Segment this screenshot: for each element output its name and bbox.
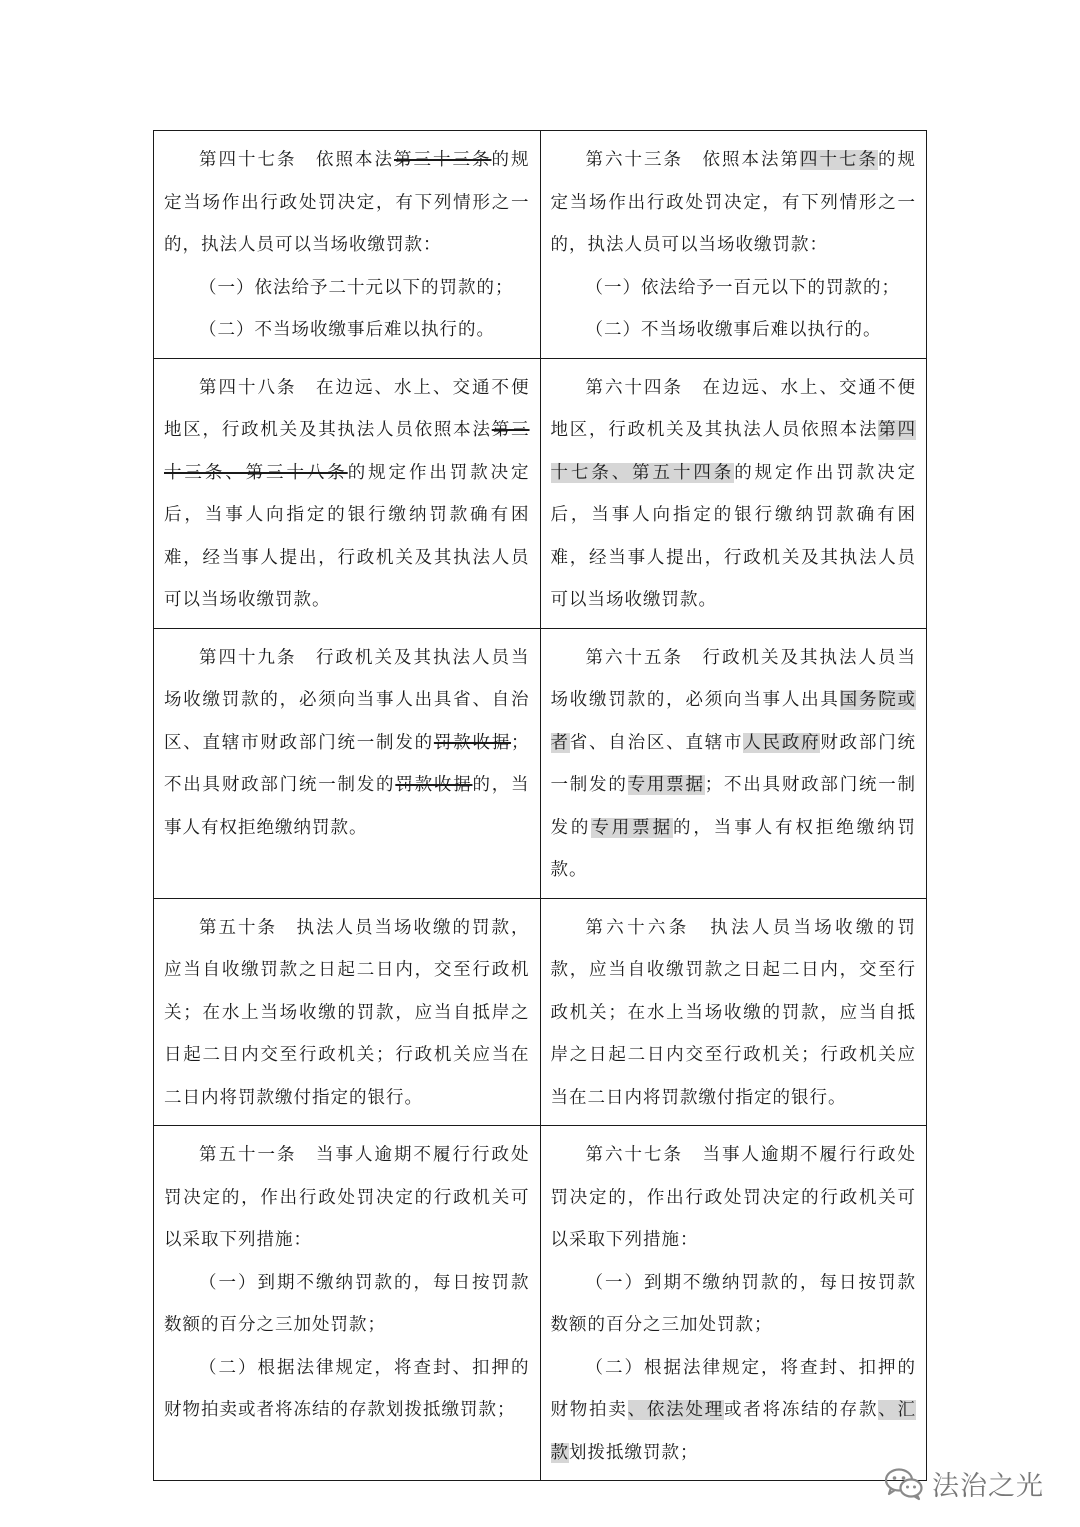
text-segment: （一）依法给予二十元以下的罚款的； xyxy=(199,277,514,298)
old-text-cell xyxy=(154,628,541,898)
watermark-text: 法治之光 xyxy=(932,1471,1044,1502)
paragraph xyxy=(164,267,530,310)
text-segment: 的规定作出罚款决定后，当事人向指定的银行缴纳罚款确有困难，经当事人提出，行政机关及其执法人员可以当场收缴罚款。 xyxy=(550,462,917,610)
text-segment: 第四十八条 在边远、水上、交通不便地区，行政机关及其执法人员依照本法 xyxy=(164,377,530,440)
old-text-cell xyxy=(154,131,541,359)
text-segment: （二）不当场收缴事后难以执行的。 xyxy=(585,320,882,340)
paragraph xyxy=(551,1134,917,1262)
text-segment: 的，当事人有权拒绝缴纳罚款。 xyxy=(164,775,530,838)
new-text-cell xyxy=(540,358,927,628)
paragraph xyxy=(164,1134,530,1262)
text-segment: 的规定当场作出行政处罚决定，有下列情形之一的，执法人员可以当场收缴罚款： xyxy=(550,150,916,255)
new-text-cell xyxy=(540,898,927,1126)
text-segment: （二）根据法律规定，将查封、扣押的财物拍卖 xyxy=(550,1357,916,1420)
paragraph xyxy=(551,367,917,622)
text-segment: 第四十七条 依照本法 xyxy=(199,150,394,170)
text-segment: （一）依法给予一百元以下的罚款的； xyxy=(585,277,900,298)
text-segment: 的规定作出罚款决定后，当事人向指定的银行缴纳罚款确有困难，经当事人提出，行政机关及其执法人员可以当场收缴罚款。 xyxy=(164,462,530,610)
wechat-icon xyxy=(884,1467,924,1501)
text-segment: 财政部门统一制发的 xyxy=(550,732,917,795)
paragraph xyxy=(164,1347,530,1432)
text-segment: （二）不当场收缴事后难以执行的。 xyxy=(199,320,495,340)
text-segment: 或者将冻结的存款 xyxy=(724,1400,879,1420)
added-text: 、依法处理 xyxy=(627,1400,725,1420)
text-segment: ；不出具财政部门统一制发的 xyxy=(164,732,530,795)
new-text-cell xyxy=(540,1126,927,1481)
paragraph xyxy=(164,1262,530,1347)
text-segment: 第五十一条 当事人逾期不履行行政处罚决定的，作出行政处罚决定的行政机关可以采取下列措施： xyxy=(164,1145,530,1250)
paragraph xyxy=(164,309,530,352)
added-text: 、汇款 xyxy=(550,1400,917,1463)
deleted-text: 第三十三条、第三十八条 xyxy=(164,420,530,483)
table-row xyxy=(154,1126,927,1481)
text-segment: 第六十七条 当事人逾期不履行行政处罚决定的，作出行政处罚决定的行政机关可以采取下列措施： xyxy=(550,1145,916,1250)
text-segment: 省、自治区、直辖市 xyxy=(569,732,744,753)
paragraph xyxy=(551,139,917,267)
deleted-text: 罚款收据 xyxy=(433,732,512,753)
added-text: 专用票据 xyxy=(627,775,705,795)
paragraph xyxy=(551,1262,917,1347)
text-segment: （一）到期不缴纳罚款的，每日按罚款数额的百分之三加处罚款； xyxy=(550,1272,916,1335)
added-text: 国务院或者 xyxy=(550,690,917,753)
paragraph xyxy=(164,907,530,1120)
deleted-text: 罚款收据 xyxy=(395,775,473,795)
text-segment: 第六十六条 执法人员当场收缴的罚款，应当自收缴罚款之日起二日内，交至行政机关；在水上当场收缴的罚款，应当自抵岸之日起二日内交至行政机关；行政机关应当在二日内将罚款缴付指定的银行。 xyxy=(550,917,916,1108)
new-text-cell xyxy=(540,131,927,359)
text-segment: （二）根据法律规定，将查封、扣押的财物拍卖或者将冻结的存款划拨抵缴罚款； xyxy=(164,1357,530,1420)
table-row xyxy=(154,898,927,1126)
added-text: 专用票据 xyxy=(591,817,673,838)
paragraph xyxy=(551,267,917,310)
table-row xyxy=(154,628,927,898)
paragraph xyxy=(551,309,917,352)
paragraph xyxy=(551,1347,917,1475)
old-text-cell xyxy=(154,898,541,1126)
paragraph xyxy=(551,907,917,1120)
old-text-cell xyxy=(154,358,541,628)
paragraph xyxy=(164,367,530,622)
text-segment: 第四十九条 行政机关及其执法人员当场收缴罚款的，必须向当事人出具省、自治区、直辖市财政部门统一制发的 xyxy=(164,647,530,753)
table-row xyxy=(154,131,927,359)
text-segment: 第六十四条 在边远、水上、交通不便地区，行政机关及其执法人员依照本法 xyxy=(550,377,916,440)
comparison-table xyxy=(153,130,927,1481)
paragraph xyxy=(551,637,917,892)
text-segment: 第六十五条 行政机关及其执法人员当场收缴罚款的，必须向当事人出具 xyxy=(550,647,916,710)
added-text: 四十七条 xyxy=(800,150,878,170)
added-text: 第四十七条、第五十四条 xyxy=(550,420,917,483)
text-segment: 的规定当场作出行政处罚决定，有下列情形之一的，执法人员可以当场收缴罚款： xyxy=(164,150,530,255)
table-row xyxy=(154,358,927,628)
text-segment: 划拨抵缴罚款； xyxy=(569,1442,699,1463)
text-segment: 的，当事人有权拒绝缴纳罚款。 xyxy=(550,817,917,880)
paragraph xyxy=(164,139,530,267)
table-body xyxy=(154,131,927,1481)
text-segment: （一）到期不缴纳罚款的，每日按罚款数额的百分之三加处罚款； xyxy=(164,1272,530,1335)
deleted-text: 第三十三条 xyxy=(394,150,492,170)
text-segment: 第六十三条 依照本法第 xyxy=(585,150,800,170)
watermark xyxy=(884,1464,1044,1503)
paragraph xyxy=(164,637,530,850)
old-text-cell xyxy=(154,1126,541,1481)
added-text: 人民政府 xyxy=(743,732,821,753)
text-segment: ；不出具财政部门统一制发的 xyxy=(550,775,917,838)
text-segment: 第五十条 执法人员当场收缴的罚款，应当自收缴罚款之日起二日内，交至行政机关；在水上当场收缴的罚款，应当自抵岸之日起二日内交至行政机关；行政机关应当在二日内将罚款缴付指定的银行。 xyxy=(164,917,530,1108)
new-text-cell xyxy=(540,628,927,898)
